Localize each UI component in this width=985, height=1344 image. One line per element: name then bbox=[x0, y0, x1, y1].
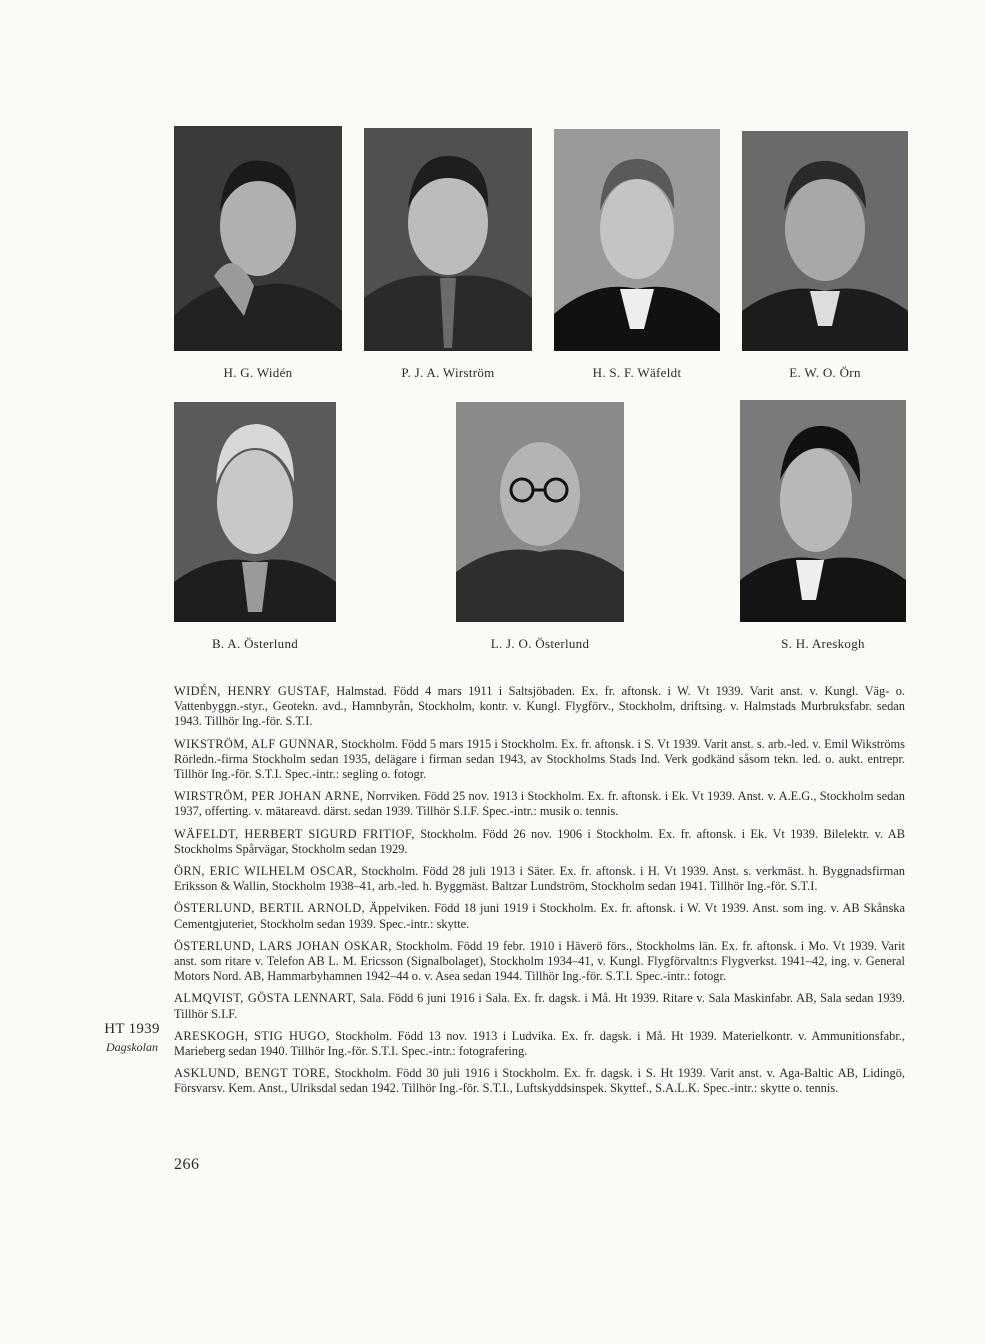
entry-name: ÖSTERLUND, BERTIL ARNOLD, bbox=[174, 901, 366, 916]
portrait-areskogh bbox=[740, 400, 906, 622]
entry-name: ALMQVIST, GÖSTA LENNART, bbox=[174, 991, 357, 1006]
entry-name: WIKSTRÖM, ALF GUNNAR, bbox=[174, 736, 339, 751]
portrait-wirstrom bbox=[364, 128, 532, 351]
entry-wirstrom bbox=[174, 789, 905, 819]
entry-name: ARESKOGH, STIG HUGO, bbox=[174, 1028, 330, 1043]
entry-name: WIRSTRÖM, PER JOHAN ARNE, bbox=[174, 789, 364, 804]
entry-orn bbox=[174, 864, 905, 894]
entry-b-osterlund bbox=[174, 901, 905, 931]
entry-text: Stockholm. Född 30 juli 1916 i Stockholm. Ex. fr. dagsk. i S. Ht 1939. Varit anst. v. Aga-Baltic AB, Lidingö, Försvarsv. Kem. Anst., Ulriksdal sedan 1942. Tillhör Ing.-för. S.T.I., Luftskyddsinspek. Skyttef., S.A.L.K. Spec.-intr.: skytte o. tennis. bbox=[174, 1066, 905, 1096]
portrait-l-osterlund bbox=[456, 402, 624, 622]
entry-areskogh bbox=[174, 1029, 905, 1059]
entry-text: Stockholm. Född 28 juli 1913 i Säter. Ex. fr. aftonsk. i H. Vt 1939. Anst. s. verkmäst. h. Byggnadsfirman Eriksson & Wallin, Stockholm 1938–41, arb.-led. h. Byggmäst. Baltzar Lundström, Stockholm sedan 1941. Tillhör Ing.-för. S.T.I. bbox=[174, 864, 905, 894]
entry-wikstrom bbox=[174, 737, 905, 783]
entry-text: Sala. Född 6 juni 1916 i Sala. Ex. fr. dagsk. i Må. Ht 1939. Ritare v. Sala Maskinfabr. AB, Sala sedan 1939. Tillhör S.I.F. bbox=[174, 991, 906, 1021]
biography-list bbox=[174, 684, 905, 1104]
school-label: Dagskolan bbox=[106, 1040, 158, 1054]
term-label: HT 1939 bbox=[104, 1021, 160, 1037]
caption-wirstrom: P. J. A. Wirström bbox=[401, 365, 495, 380]
entry-name: ASKLUND, BENGT TORE, bbox=[174, 1066, 330, 1081]
entry-l-osterlund bbox=[174, 939, 905, 985]
portrait-widen bbox=[174, 126, 342, 351]
entry-text: Norrviken. Född 25 nov. 1913 i Stockholm. Ex. fr. aftonsk. i Ek. Vt 1939. Anst. v. A.E.G., Stockholm sedan 1937, offerting. v. mätareavd. därst. sedan 1939. Tillhör S.I.F. Spec.-intr.: musik o. tennis. bbox=[174, 789, 905, 819]
entry-name: ÖSTERLUND, LARS JOHAN OSKAR, bbox=[174, 938, 392, 953]
portrait-b-osterlund bbox=[174, 402, 336, 622]
entry-text: Äppelviken. Född 18 juni 1919 i Stockholm. Ex. fr. aftonsk. i W. Vt 1939. Anst. som ing. v. AB Skånska Cementgjuteriet, Stockholm sedan 1939. Spec.-intr.: skytte. bbox=[174, 901, 905, 931]
entry-text: Stockholm. Född 13 nov. 1913 i Ludvika. Ex. fr. dagsk. i Må. Ht 1939. Materielkontr. v. Ammunitionsfabr., Marieberg sedan 1940. Tillhör Ing.-för. S.T.I. Spec.-intr.: fotografering. bbox=[174, 1028, 905, 1059]
entry-text: Halmstad. Född 4 mars 1911 i Saltsjöbaden. Ex. fr. aftonsk. i W. Vt 1939. Varit anst. v. Kungl. Väg- o. Vattenbyggn.-styr., Geotekn. avd., Hamnbyrån, Stockholm, kontr. v. Kungl. Flygförv., Stockholm, driftsing. v. Halmstads Murbruksfabr. sedan 1943. Tillhör Ing.-för. S.T.I. bbox=[174, 684, 905, 729]
section-margin-heading bbox=[96, 1021, 168, 1055]
caption-l-osterlund: L. J. O. Österlund bbox=[490, 636, 590, 651]
portrait-orn bbox=[742, 131, 908, 351]
portrait-wafeldt bbox=[554, 129, 720, 351]
entry-text: Stockholm. Född 19 febr. 1910 i Häverö förs., Stockholms län. Ex. fr. aftonsk. i Mo. Vt 1939. Varit anst. som ritare v. Telefon AB L. M. Ericsson (Signalbolaget), Stockholm 1934–41, v. Kungl. Flygförvaltn:s Flygverkst. 1941–42, ing. v. General Motors Nord. AB, Hammarbyhamnen 1942–44 o. v. Asea sedan 1944. Tillhör Ing.-för. S.T.I. Spec.-intr.: fotogr. bbox=[174, 938, 905, 984]
entry-text: Stockholm. Född 5 mars 1915 i Stockholm. Ex. fr. aftonsk. i S. Vt 1939. Varit anst. s. arb.-led. v. Emil Wikströms Rörledn.-firma Stockholm sedan 1935, delägare i firman sedan 1943, av Stockholms Stads Ind. Verk godkänd såsom tekn. led. o. aukt. entrepr. Tillhör Ing.-för. S.T.I. Spec.-intr.: segling o. fotogr. bbox=[174, 736, 905, 782]
entry-asklund bbox=[174, 1066, 905, 1096]
entry-name: WIDÉN, HENRY GUSTAF, bbox=[174, 684, 330, 698]
entry-text: Stockholm. Född 26 nov. 1906 i Stockholm. Ex. fr. aftonsk. i Ek. Vt 1939. Bilelektr. v. AB Stockholms Spårvägar, Stockholm sedan 1929. bbox=[174, 826, 906, 856]
caption-wafeldt: H. S. F. Wäfeldt bbox=[592, 365, 682, 380]
entry-almqvist bbox=[174, 991, 905, 1021]
caption-b-osterlund: B. A. Österlund bbox=[211, 636, 299, 651]
entry-name: WÄFELDT, HERBERT SIGURD FRITIOF, bbox=[174, 826, 415, 841]
caption-orn: E. W. O. Örn bbox=[789, 365, 861, 380]
entry-widen bbox=[174, 684, 905, 730]
entry-name: ÖRN, ERIC WILHELM OSCAR, bbox=[174, 864, 358, 879]
entry-wafeldt bbox=[174, 827, 905, 857]
page-number: 266 bbox=[174, 1156, 200, 1173]
caption-widen: H. G. Widén bbox=[223, 365, 293, 380]
caption-areskogh: S. H. Areskogh bbox=[781, 636, 865, 651]
